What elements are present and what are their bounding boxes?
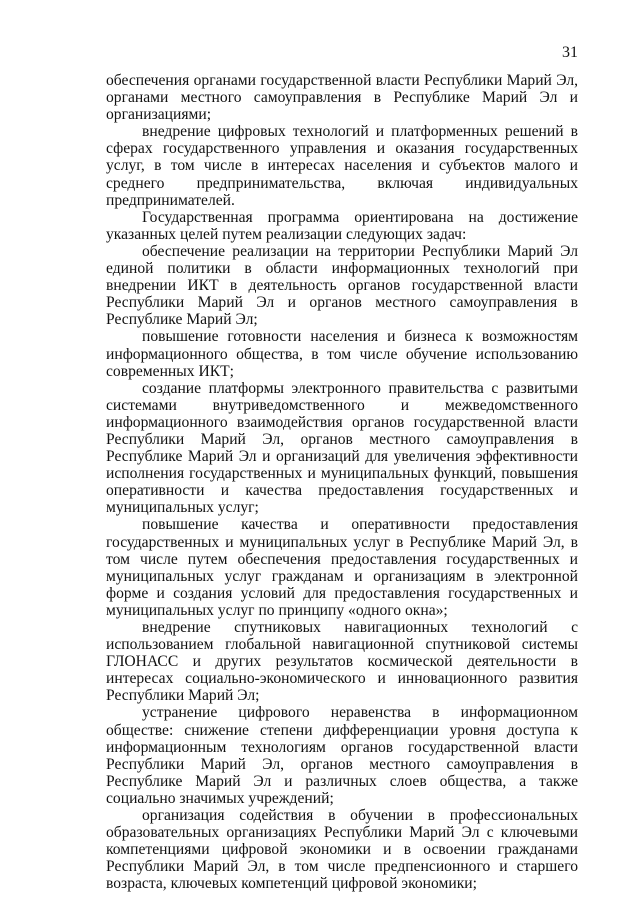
paragraph: повышение качества и оперативности предоставления государственных и муниципальных услуг в Республике Марий Эл, в том числе путем обеспечения предоставления государственных и муниципальных услуг гражданам и организациям в электронной форме и создания условий для предоставления государственных и муниципальных услуг по принципу «одного окна»; xyxy=(106,516,578,619)
page-number: 31 xyxy=(562,44,578,61)
paragraph: внедрение цифровых технологий и платформенных решений в сферах государственного управления и оказания государственных услуг, в том числе в интересах населения и субъектов малого и среднего предпринимательства, включая индивидуальных предпринимателей. xyxy=(106,123,578,209)
paragraph: Государственная программа ориентирована на достижение указанных целей путем реализации следующих задач: xyxy=(106,208,578,243)
paragraph: повышение готовности населения и бизнеса к возможностям информационного общества, в том числе обучение использованию современных ИКТ; xyxy=(106,328,578,380)
paragraph: обеспечение реализации на территории Республики Марий Эл единой политики в области информационных технологий при внедрении ИКТ в деятельность органов государственной власти Республики Марий Эл и органов местного самоуправления в Республике Марий Эл; xyxy=(106,242,578,329)
paragraph: устранение цифрового неравенства в информационном обществе: снижение степени дифференциации уровня доступа к информационным технологиям органов государственной власти Республики Марий Эл, органов местного самоуправления в Республике Марий Эл и различных слоев общества, а также социально значимых учреждений; xyxy=(106,704,578,807)
paragraph: внедрение спутниковых навигационных технологий с использованием глобальной навигационной спутниковой системы ГЛОНАСС и других результатов космической деятельности в интересах социально-экономического и инновационного развития Республики Марий Эл; xyxy=(106,619,578,705)
paragraph: обеспечения органами государственной власти Республики Марий Эл, органами местного самоуправления в Республике Марий Эл и организациями; xyxy=(106,72,578,124)
paragraph: организация содействия в обучении в профессиональных образовательных организациях Республики Марий Эл с ключевыми компетенциями цифровой экономики и в освоении гражданами Республики Марий Эл, в том числе предпенсионного и старшего возраста, ключевых компетенций цифровой экономики; xyxy=(106,807,578,893)
document-body xyxy=(106,72,578,893)
paragraph: создание платформы электронного правительства с развитыми системами внутриведомственного и межведомственного информационного взаимодействия органов государственной власти Республики Марий Эл, органов местного самоуправления в Республике Марий Эл и организаций для увеличения эффективности исполнения государственных и муниципальных функций, повышения оперативности и качества предоставления государственных и муниципальных услуг; xyxy=(106,379,578,517)
